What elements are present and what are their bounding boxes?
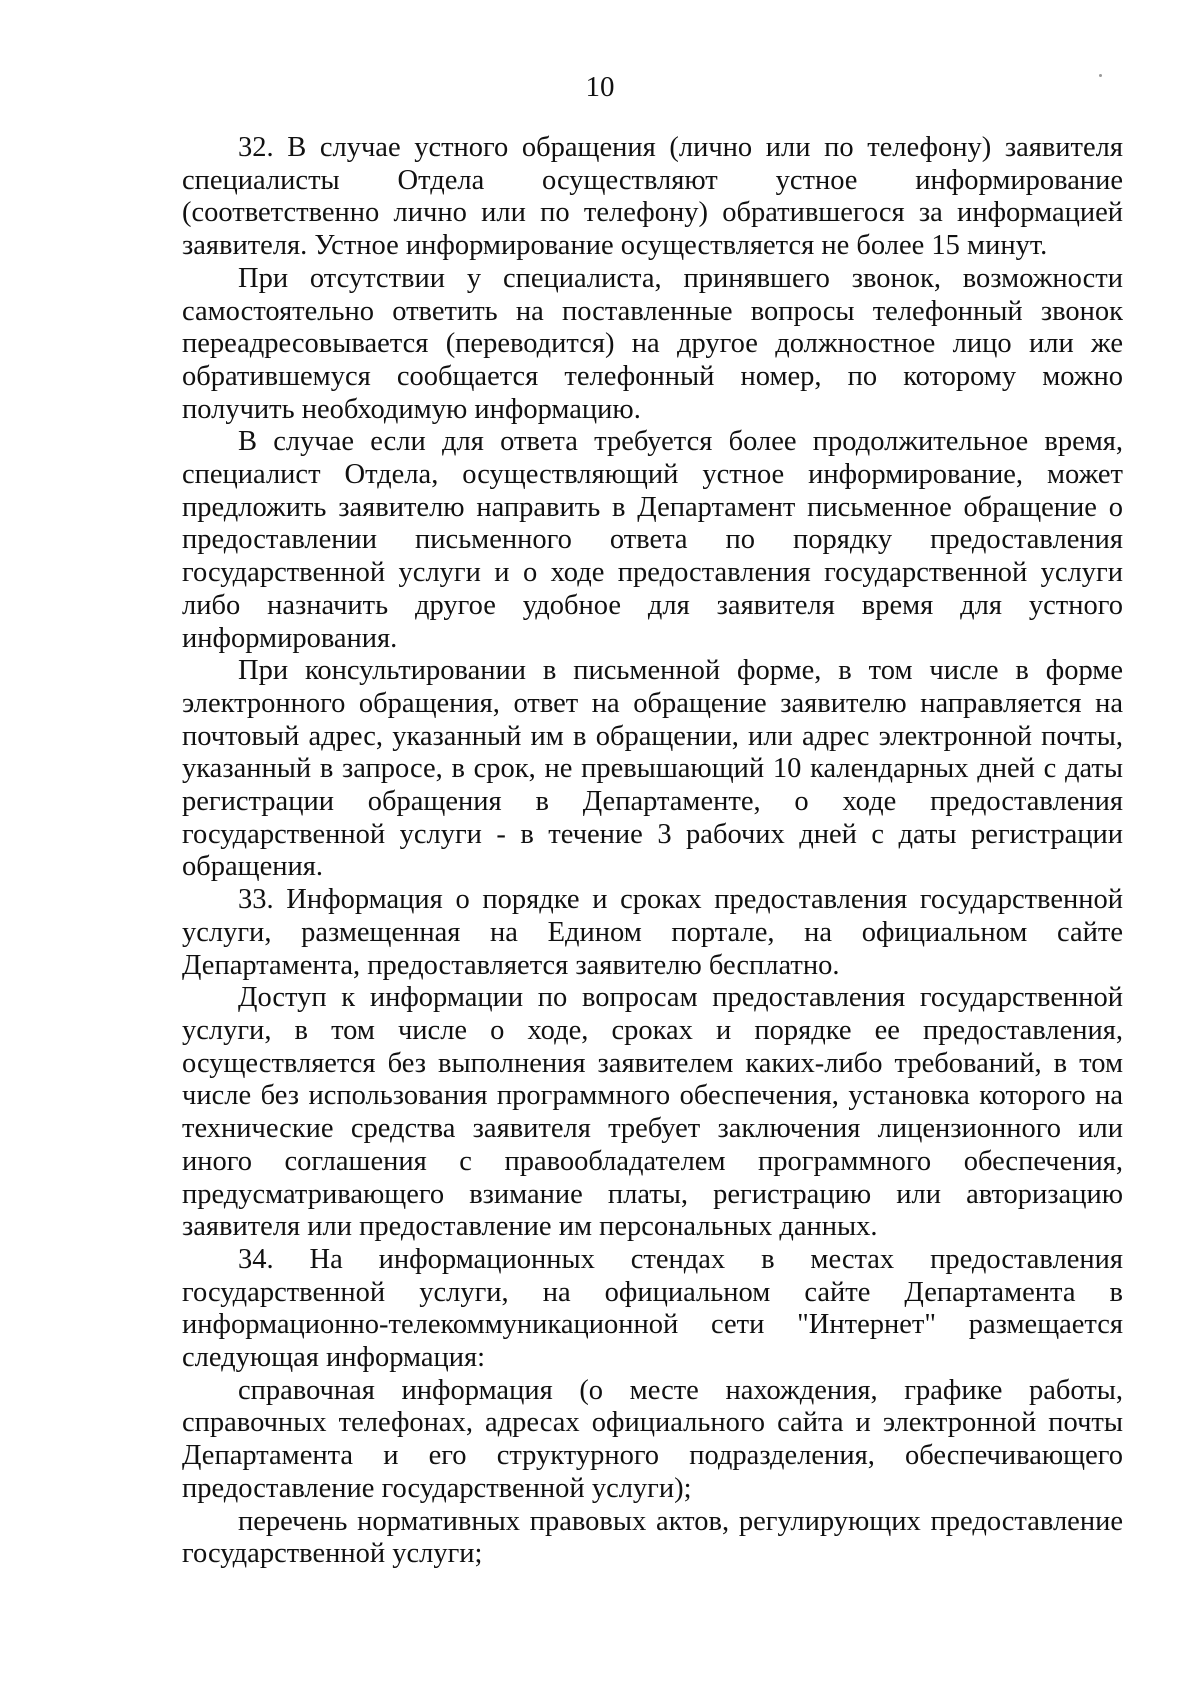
list-item-regulatory-acts: перечень нормативных правовых актов, регулирующих предоставление государственной услуги; — [182, 1505, 1123, 1570]
scan-speck — [1099, 74, 1102, 77]
paragraph-34: 34. На информационных стендах в местах предоставления государственной услуги, на официальном сайте Департамента в информационно-телекоммуникационной сети "Интернет" размещается следующая информация: — [182, 1243, 1123, 1374]
paragraph-access-to-information: Доступ к информации по вопросам предоставления государственной услуги, в том числе о ходе, сроках и порядке ее предоставления, осуществляется без выполнения заявителем каких-либо требований, в том числе без использования программного обеспечения, установка которого на технические средства заявителя требует заключения лицензионного или иного соглашения с правообладателем программного обеспечения, предусматривающего взимание платы, регистрацию или авторизацию заявителя или предоставление им персональных данных. — [182, 982, 1123, 1243]
paragraph-33: 33. Информация о порядке и сроках предоставления государственной услуги, размещенная на Едином портале, на официальном сайте Департамента, предоставляется заявителю бесплатно. — [182, 884, 1123, 981]
document-body — [182, 132, 1123, 1571]
paragraph-phone-redirect: При отсутствии у специалиста, принявшего звонок, возможности самостоятельно ответить на поставленные вопросы телефонный звонок переадресовывается (переводится) на другое должностное лицо или же обратившемуся сообщается телефонный номер, по которому можно получить необходимую информацию. — [182, 262, 1123, 425]
paragraph-extended-time: В случае если для ответа требуется более продолжительное время, специалист Отдела, осуществляющий устное информирование, может предложить заявителю направить в Департамент письменное обращение о предоставлении письменного ответа по порядку предоставления государственной услуги и о ходе предоставления государственной услуги либо назначить другое удобное для заявителя время для устного информирования. — [182, 426, 1123, 654]
list-item-reference-information: справочная информация (о месте нахождения, графике работы, справочных телефонах, адресах официального сайта и электронной почты Департамента и его структурного подразделения, обеспечивающего предоставление государственной услуги); — [182, 1374, 1123, 1504]
paragraph-32: 32. В случае устного обращения (лично или по телефону) заявителя специалисты Отдела осуществляют устное информирование (соответственно лично или по телефону) обратившегося за информацией заявителя. Устное информирование осуществляется не более 15 минут. — [182, 132, 1123, 262]
paragraph-written-consultation: При консультировании в письменной форме, в том числе в форме электронного обращения, ответ на обращение заявителю направляется на почтовый адрес, указанный им в обращении, или адрес электронной почты, указанный в запросе, в срок, не превышающий 10 календарных дней с даты регистрации обращения в Департаменте, о ходе предоставления государственной услуги - в течение 3 рабочих дней с даты регистрации обращения. — [182, 655, 1123, 883]
page-number: 10 — [585, 71, 615, 103]
